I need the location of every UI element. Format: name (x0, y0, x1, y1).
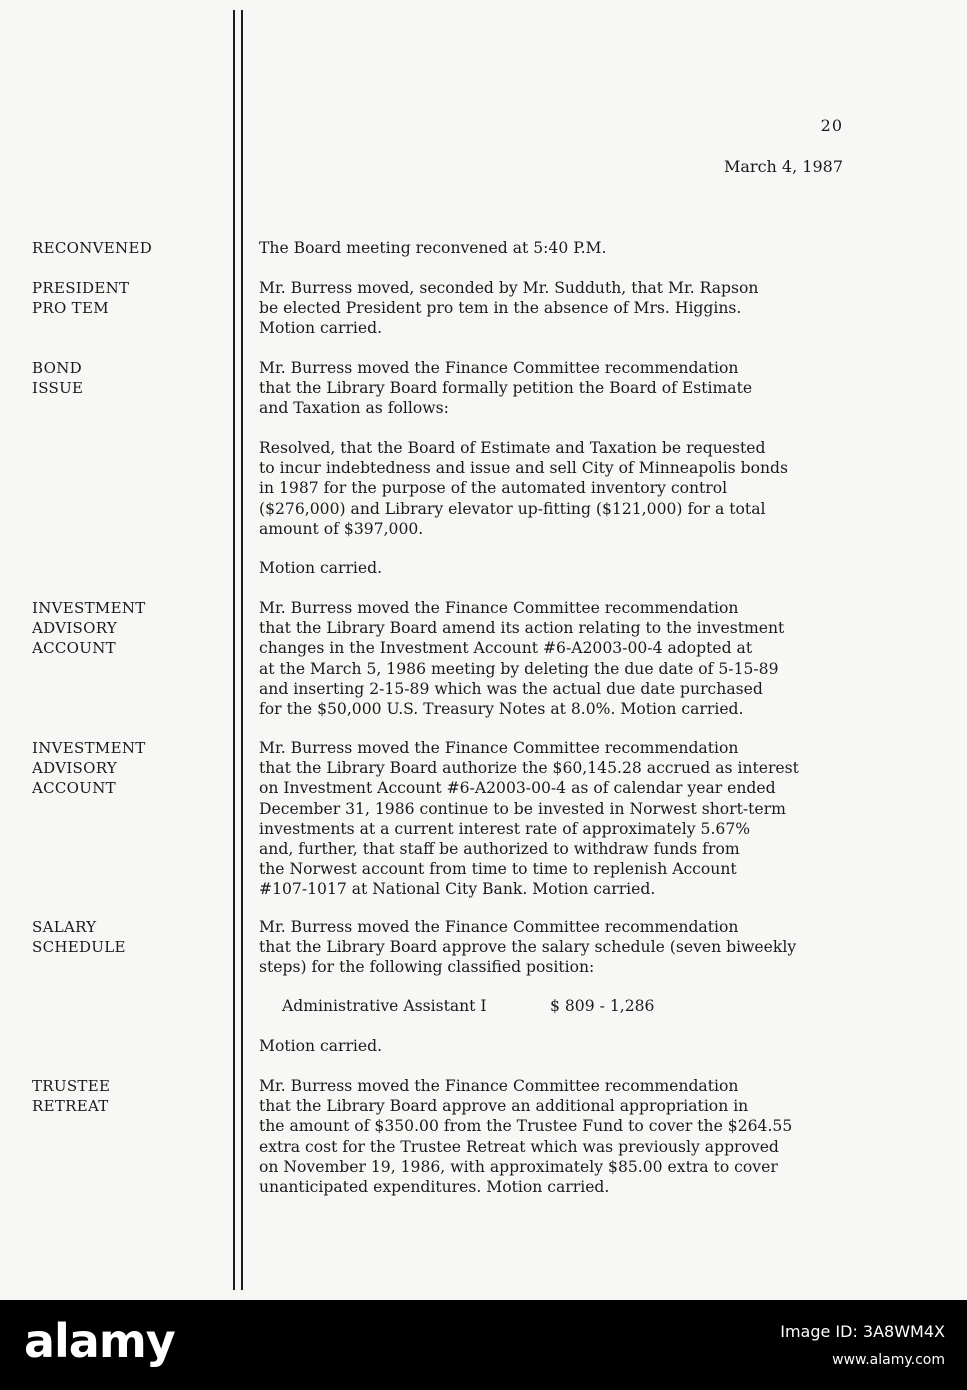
site-url: www.alamy.com (832, 1352, 945, 1368)
position-title: Administrative Assistant I (282, 997, 487, 1015)
page-number: 20 (820, 116, 843, 135)
president-pro-tem-paragraph: Mr. Burress moved, seconded by Mr. Sudduth, that Mr. Rapson be elected President pro tem in the absence of Mrs. Higgins. Motion carried. (259, 279, 759, 338)
salary-schedule-paragraph: Mr. Burress moved the Finance Committee recommendation that the Library Board approve the salary schedule (seven biweekly steps) for the following classified position: (259, 918, 797, 977)
alamy-logo: alamy (24, 1314, 175, 1368)
margin-label-trustee-retreat: TRUSTEE RETREAT (32, 1077, 111, 1115)
trustee-retreat-paragraph: Mr. Burress moved the Finance Committee recommendation that the Library Board approve an additional appropriation in the amount of $350.00 from the Trustee Fund to cover the $264.55 extra cost for the Trustee Retreat which was previously approved on November 19, 1986, with approximately $85.00 extra to cover unanticipated expenditures. Motion carried. (259, 1077, 793, 1197)
margin-rule-right (241, 10, 243, 1290)
margin-label-investment-advisory-account-2: INVESTMENT ADVISORY ACCOUNT (32, 739, 146, 797)
investment-interest-paragraph: Mr. Burress moved the Finance Committee recommendation that the Library Board authorize the $60,145.28 accrued as interest on Investment Account #6-A2003-00-4 as of calendar year ended December 31, 1986 continue to be invested in Norwest short-term investments at a current interest rate of approximately 5.67% and, further, that staff be authorized to withdraw funds from the Norwest account from time to time to replenish Account #107-1017 at National City Bank. Motion carried. (259, 739, 799, 899)
bond-issue-resolution: Resolved, that the Board of Estimate and Taxation be requested to incur indebtedness and issue and sell City of Minneapolis bonds in 1987 for the purpose of the automated inventory control ($276,000) and Library elevator up-fitting ($121,000) for a total amount of $397,000. (259, 439, 789, 538)
bond-issue-motion: Motion carried. (259, 559, 383, 577)
position-salary-range: $ 809 - 1,286 (550, 997, 655, 1015)
margin-label-salary-schedule: SALARY SCHEDULE (32, 918, 126, 956)
bond-issue-paragraph: Mr. Burress moved the Finance Committee recommendation that the Library Board formally petition the Board of Estimate and Taxation as follows: (259, 359, 753, 418)
margin-rule-left (233, 10, 235, 1290)
margin-label-bond-issue: BOND ISSUE (32, 359, 84, 397)
meeting-date: March 4, 1987 (724, 157, 843, 176)
margin-label-president-pro-tem: PRESIDENT PRO TEM (32, 279, 130, 317)
salary-schedule-motion: Motion carried. (259, 1037, 383, 1055)
watermark-footer (0, 1300, 967, 1390)
image-id-label: Image ID: 3A8WM4X (780, 1322, 945, 1341)
margin-label-investment-advisory-account: INVESTMENT ADVISORY ACCOUNT (32, 599, 146, 657)
investment-amendment-paragraph: Mr. Burress moved the Finance Committee recommendation that the Library Board amend its action relating to the investment changes in the Investment Account #6-A2003-00-4 adopted at at the March 5, 1986 meeting by deleting the due date of 5-15-89 and inserting 2-15-89 which was the actual due date purchased for the $50,000 U.S. Treasury Notes at 8.0%. Motion carried. (259, 599, 785, 719)
margin-label-reconvened: RECONVENED (32, 239, 153, 257)
reconvened-paragraph: The Board meeting reconvened at 5:40 P.M. (259, 239, 607, 257)
position-row (282, 996, 655, 1016)
